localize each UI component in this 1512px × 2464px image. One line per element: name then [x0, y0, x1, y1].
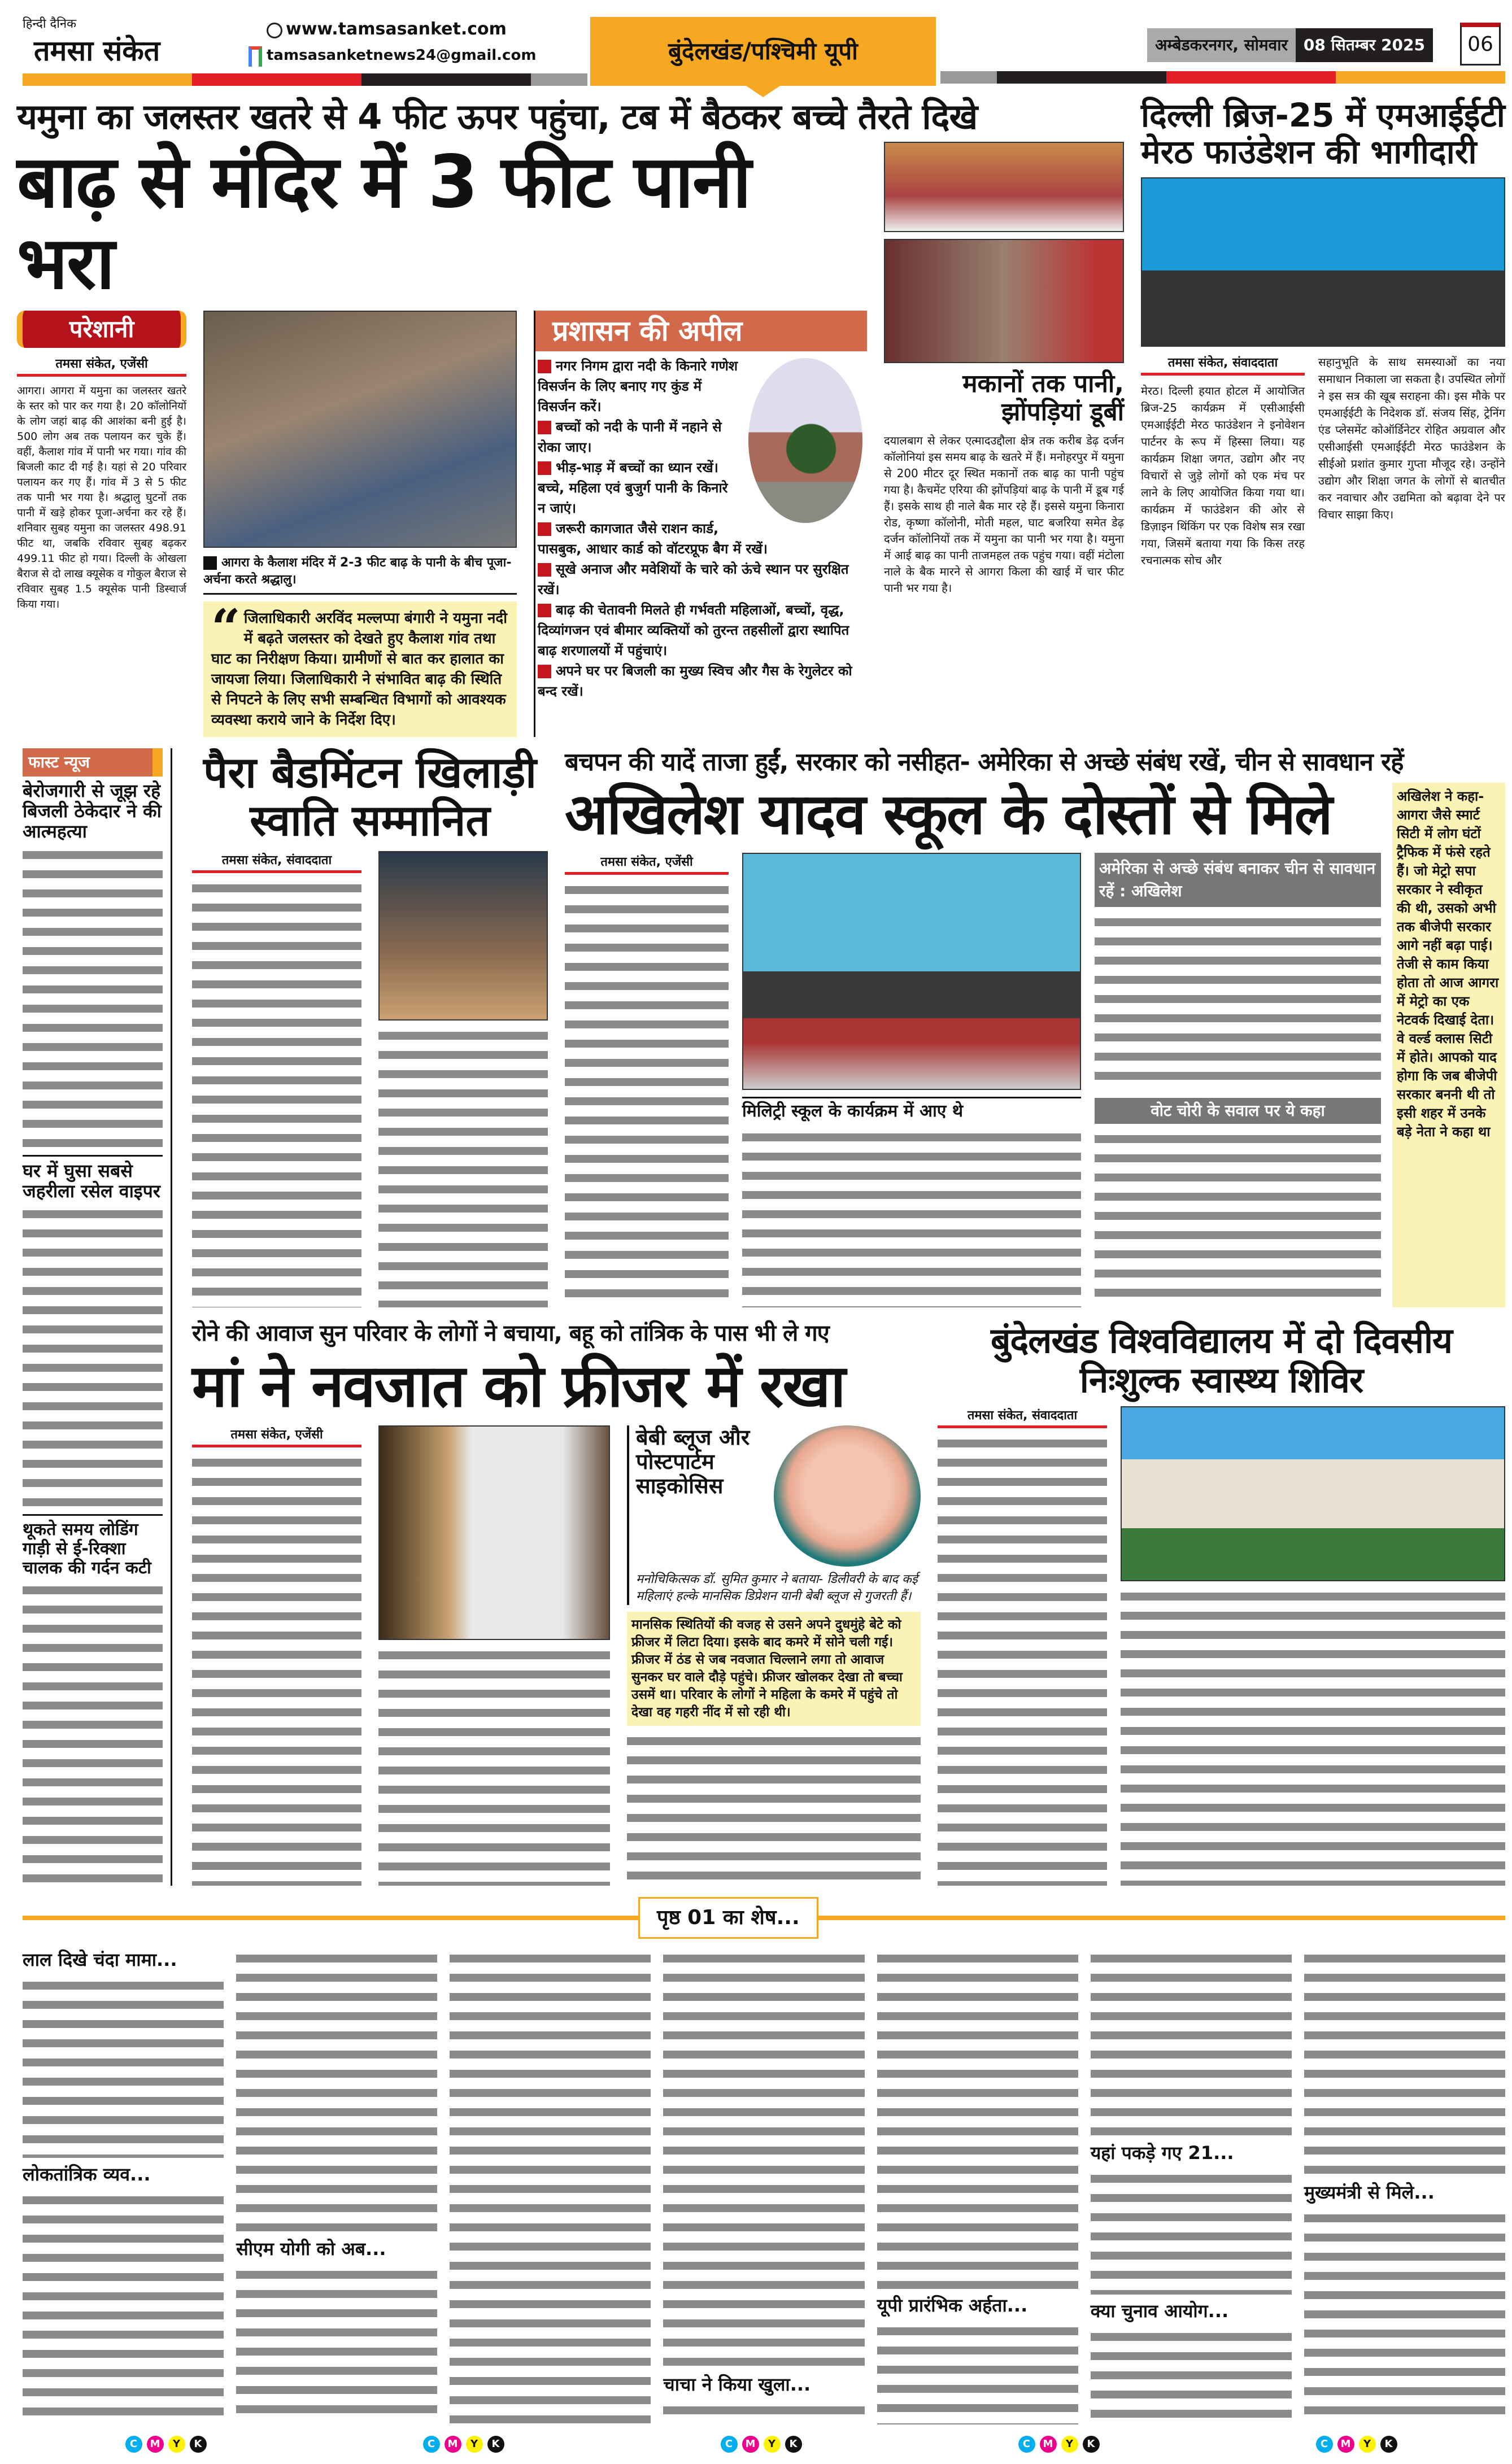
flood-body-row	[17, 142, 1124, 737]
flood-headline: बाढ़ से मंदिर में 3 फीट पानी भरा	[17, 140, 751, 306]
subhead: मुख्यमंत्री से मिले...	[1304, 2182, 1435, 2204]
vote-box: वोट चोरी के सवाल पर ये कहा	[1095, 1098, 1381, 1124]
article-body	[23, 847, 163, 1150]
byline: तमसा संकेत, एजेंसी	[17, 355, 186, 377]
column	[1304, 1950, 1505, 2424]
article-body	[192, 1454, 361, 1886]
quote-text: जिलाधिकारी अरविंद मल्लप्पा बंगारी ने यमुना नदी में बढ़ते जलस्तर को देखते हुए कैलाश गांव तथा घाट का निरीक्षण किया। ग्रामीणों से बात कर हालात का जायजा लिया। जिलाधिकारी ने संभावित बाढ़ की स्थिति से निपटने के लिए सभी सम्बन्धित विभागों को आवश्यक व्यवस्था कराये जाने के निर्देश दिए।	[211, 610, 507, 729]
article-body	[1121, 1588, 1505, 1886]
flood-main	[17, 142, 867, 737]
fast-news-headline: बेरोजगारी से जूझ रहे बिजली ठेकेदार ने की आत्महत्या	[23, 780, 162, 842]
article-body	[1091, 2170, 1292, 2295]
badminton-section	[192, 748, 548, 1307]
article-body	[663, 1950, 864, 2368]
flood-col-b	[203, 311, 517, 737]
freezer-kicker: रोने की आवाज सुन परिवार के लोगों ने बचाया, बहू को तांत्रिक के पास भी ले गए	[192, 1320, 829, 1347]
email-link[interactable]: tamsasanketnews24@gmail.com	[267, 47, 537, 64]
flooded-temple-photo	[203, 311, 517, 548]
taj-mahal-photo	[746, 356, 865, 525]
miet-section	[1141, 97, 1505, 737]
subhead: चाचा ने किया खुला...	[663, 2374, 811, 2396]
subhead: सीएम योगी को अब...	[236, 2238, 386, 2260]
article-body	[565, 882, 729, 1307]
flooded-street-photo	[884, 239, 1124, 363]
byline: तमसा संकेत, संवाददाता	[192, 851, 361, 873]
article-body	[378, 1647, 610, 1886]
badminton-col-1	[192, 851, 361, 1307]
flood-section	[17, 97, 1124, 737]
column	[236, 1950, 437, 2424]
miet-columns	[1141, 354, 1505, 569]
dm-quote-box	[203, 598, 517, 737]
article-body	[742, 1129, 1081, 1307]
article-body: मेरठ। दिल्ली हयात होटल में आयोजित ब्रिज-25 कार्यक्रम में एसीआईसी एमआईईटी मेरठ फाउंडेशन ने इनोवेशन पार्टनर के रूप में हिस्सा लिया। यह कार्यक्रम शिक्षा जगत, उद्योग और नए विचारों से जुड़े लोगों को एक मंच पर लाने के लिए आयोजित किया गया था। कार्यक्रम में फाउंडेशन की ओर से डिज़ाइन थिंकिंग पर एक विशेष सत्र रखा गया, जिसमें बताया गया कि किस तरह रचनात्मक सोच और	[1141, 383, 1305, 567]
row-two	[192, 748, 1505, 1307]
article-body	[877, 1950, 1078, 2289]
cmyk-mark: C M Y K	[1016, 2436, 1102, 2453]
fast-news-label: फास्ट न्यूज	[23, 748, 163, 777]
badge-pareshani	[17, 311, 186, 348]
column	[450, 1950, 651, 2424]
article-body	[378, 1027, 548, 1307]
byline: तमसा संकेत, एजेंसी	[192, 1425, 361, 1447]
freezer-section	[192, 1321, 921, 1886]
akhilesh-col-1	[565, 853, 729, 1307]
akhilesh-main	[565, 783, 1381, 1307]
appeal-item: भीड़-भाड़ में बच्चों का ध्यान रखें। बच्चे, महिला एवं बुजुर्ग पानी के किनारे न जाएं।	[538, 460, 728, 517]
article-body: आगरा। आगरा में यमुना का जलस्तर खतरे के स्तर को पार कर गया है। 20 कॉलोनियों के लोग जहां बाढ़ की आशंका बनी हुई है। 500 लोग अब तक पलायन कर चुके हैं। वहीं, कैलाश गांव में पानी भर गया। गांव की बिजली काट दी गई है। यहां से 20 परिवार पलायन कर गए हैं। गांव में 3 से 5 फीट तक पानी भर गया है। श्रद्धालु घुटनों तक पानी में खड़े होकर पूजा-अर्चना कर रहे हैं। शनिवार सुबह यमुना का जलस्तर 498.91 फीट था, जबकि रविवार सुबह बढ़कर 499.11 फीट हो गया। दिल्ली के ओखला बैराज से दो लाख क्यूसेक व गोकुल बैराज से रविवार सुबह 1.5 क्यूसेक पानी डिस्चार्ज किया गया।	[17, 385, 186, 611]
column	[23, 1950, 224, 2424]
middle-stories	[192, 748, 1505, 1886]
flood-col-a	[17, 311, 186, 737]
camp-section	[938, 1321, 1505, 1886]
article-body	[938, 1435, 1107, 1886]
section-title: बुंदेलखंड/पश्चिमी यूपी	[668, 37, 858, 65]
subhead: लाल दिखे चंदा मामा...	[23, 1949, 177, 1971]
place-day: अम्बेडकरनगर, सोमवार	[1147, 28, 1296, 62]
subhead: यूपी प्रारंभिक अर्हता...	[877, 2295, 1028, 2317]
top-row	[17, 97, 1505, 737]
subhead: लोकतांत्रिक व्यव...	[23, 2163, 151, 2185]
newspaper-logo: तमसा संकेत	[34, 34, 160, 67]
continued-banner: पृष्ठ 01 का शेष...	[638, 1897, 818, 1939]
article-body	[1304, 2210, 1505, 2424]
akhilesh-col-2	[742, 853, 1081, 1307]
subhead: क्या चुनाव आयोग...	[1090, 2300, 1229, 2322]
article-body	[236, 2266, 437, 2424]
website-link[interactable]: www.tamsasanket.com	[286, 19, 507, 39]
appeal-item: बच्चों को नदी के पानी में नहाने से रोका जाए।	[538, 419, 722, 456]
akhilesh-col-3	[1095, 853, 1381, 1307]
article-body	[23, 1582, 163, 1886]
article-body	[23, 1977, 224, 2158]
camp-col-1	[938, 1406, 1107, 1886]
article-body	[1095, 1131, 1381, 1307]
column	[877, 1950, 1078, 2424]
akhilesh-subhead: मिलिट्री स्कूल के कार्यक्रम में आए थे	[742, 1097, 1081, 1122]
issue-date: 08 सितम्बर 2025	[1296, 28, 1433, 62]
box-title: बेबी ब्लूज और पोस्टपार्टम साइकोसिस	[636, 1425, 750, 1498]
cmyk-mark: C M Y K	[421, 2436, 507, 2453]
baby-blues-box	[627, 1425, 921, 1605]
page-number: 06	[1460, 23, 1501, 66]
byline: तमसा संकेत, एजेंसी	[565, 853, 729, 875]
article-body	[236, 1950, 437, 2232]
badminton-headline: पैरा बैडमिंटन खिलाड़ी स्वाति सम्मानित	[203, 747, 537, 846]
article-body	[1091, 2328, 1292, 2424]
flood-side	[884, 142, 1124, 737]
article-body	[1095, 914, 1381, 1091]
badminton-columns	[192, 851, 548, 1307]
appeal-item: सूखे अनाज और मवेशियों के चारे को ऊंचे स्थान पर सुरक्षित रखें।	[538, 561, 849, 598]
appeal-list	[535, 351, 867, 706]
article-body	[627, 1733, 921, 1886]
akhilesh-body-row	[565, 783, 1505, 1307]
appeal-title: प्रशासन की अपील	[535, 311, 867, 351]
column	[663, 1950, 864, 2424]
masthead-tagline: हिन्दी दैनिक	[23, 17, 77, 31]
cmyk-mark: C M Y K	[1314, 2436, 1400, 2453]
temple-entrance-photo	[884, 142, 1124, 232]
article-body	[1091, 1950, 1292, 2136]
column	[1091, 1950, 1292, 2424]
article-body	[192, 880, 361, 1307]
article-body: सहानुभूति के साथ समस्याओं का नया समाधान निकाला जा सकता है। उपस्थित लोगों ने इस सत्र की खूब सराहना की। इस मौके पर एमआईईटी के निदेशक डॉ. संजय सिंह, ट्रेनिंग एंड प्लेसमेंट कोऑर्डिनेटर रोहित अग्रवाल और एसीआईसी एमआईईटी मेरठ फाउंडेशन के सीईओ प्रशांत कुमार गुप्ता मौजूद रहे। उन्होंने उद्योग और शिक्षा जगत के लोगों से बातचीत कर नवाचार और उद्यमिता को बढ़ावा देने पर विचार साझा किए।	[1318, 355, 1505, 521]
fast-news-headline: घर में घुसा सबसे जहरीला रसेल वाइपर	[23, 1155, 163, 1202]
akhilesh-kicker: बचपन की यादें ताजा हुईं, सरकार को नसीहत- अमेरिका से अच्छे संबंध रखें, चीन से सावधान रहें	[565, 748, 1404, 777]
appeal-item: अपने घर पर बिजली का मुख्य स्विच और गैस के रेगुलेटर को बन्द रखें।	[538, 663, 852, 700]
quote-mark-icon: “	[211, 598, 241, 658]
award-ceremony-photo	[378, 851, 548, 1021]
article-body	[23, 1206, 163, 1510]
middle-block	[17, 748, 1505, 1886]
box-body: मनोचिकित्सक डॉ. सुमित कुमार ने बताया- डिलीवरी के बाद कई महिलाएं हल्के मानसिक डिप्रेशन यानी बेबी ब्लूज से गुजरती हैं।	[636, 1572, 918, 1604]
fast-news-headline: थूकते समय लोडिंग गाड़ी से ई-रिक्शा चालक की गर्दन कटी	[23, 1514, 163, 1577]
article-body	[1304, 1950, 1505, 2176]
badge-label: परेशानी	[69, 315, 134, 343]
appeal-item: नगर निगम द्वारा नदी के किनारे गणेश विसर्जन के लिए बनाए गए कुंड में विसर्जन करें।	[538, 358, 738, 415]
akhilesh-sidebar: अखिलेश ने कहा- आगरा जैसे स्मार्ट सिटी में लोग घंटों ट्रैफिक में फंसे रहते हैं। जो मेट्रो सपा सरकार ने स्वीकृत की थी, उसको अभी तक बीजेपी सरकार आगे नहीं बढ़ा पाई। तेजी से काम किया होता तो आज आगरा में मेट्रो का एक नेटवर्क दिखाई देता। वे वर्ल्ड क्लास सिटी में होते। आपको याद होगा कि जब बीजेपी सरकार बननी थी तो इसी शहर में उनके बड़े नेता ने कहा था	[1392, 783, 1505, 1307]
hospital-photo	[1121, 1406, 1505, 1581]
akhilesh-section	[565, 748, 1505, 1307]
freezer-col-2	[378, 1425, 610, 1886]
cmyk-mark: C M Y K	[718, 2436, 804, 2453]
byline: तमसा संकेत, संवाददाता	[938, 1406, 1107, 1428]
freezer-photo	[378, 1425, 610, 1640]
article-body	[23, 2192, 224, 2424]
caption-text: आगरा के कैलाश मंदिर में 2-3 फीट बाढ़ के पानी के बीच पूजा-अर्चना करते श्रद्धालु।	[203, 556, 512, 587]
photo-caption	[203, 555, 517, 595]
fast-news-column	[23, 748, 172, 1886]
cmyk-marks	[17, 2436, 1505, 2453]
camp-columns	[938, 1406, 1505, 1886]
miet-event-photo	[1141, 177, 1505, 347]
appeal-box	[534, 311, 867, 737]
row-three	[192, 1321, 1505, 1886]
akhilesh-photo	[742, 853, 1081, 1090]
continued-header	[23, 1897, 1505, 1939]
freezer-columns	[192, 1425, 921, 1886]
side-headline: मकानों तक पानी, झोंपड़ियां डूबीं	[962, 369, 1124, 426]
subhead: यहां पकड़े गए 21...	[1090, 2142, 1234, 2164]
article-body	[877, 2323, 1078, 2424]
freezer-headline: मां ने नवजात को फ्रीजर में रखा	[192, 1351, 845, 1420]
grey-quote-box: अमेरिका से अच्छे संबंध बनाकर चीन से सावधान रहें : अखिलेश	[1095, 853, 1381, 907]
freezer-col-1	[192, 1425, 361, 1886]
article-body	[663, 2402, 864, 2424]
miet-headline: दिल्ली ब्रिज-25 में एमआईईटी मेरठ फाउंडेशन की भागीदारी	[1141, 96, 1505, 171]
article-body	[450, 1950, 651, 2424]
continued-columns	[23, 1950, 1505, 2424]
byline: तमसा संकेत, संवाददाता	[1141, 354, 1305, 376]
appeal-item: जरूरी कागजात जैसे राशन कार्ड, पासबुक, आधार कार्ड को वॉटरप्रूफ बैग में रखें।	[538, 521, 768, 557]
akhilesh-headline: अखिलेश यादव स्कूल के दोस्तों से मिले	[565, 781, 1332, 848]
side-body: दयालबाग से लेकर एत्मादउद्दौला क्षेत्र तक करीब डेढ़ दर्जन कॉलोनियां इस समय बाढ़ के खतरे में हैं। मनोहरपुर में यमुना से 200 मीटर दूर स्थित मकानों तक बाढ़ का पानी पहुंच गया है। कैचमेंट एरिया की झोंपड़ियां बाढ़ के पानी में डूब गई हैं। इसके साथ ही नाले बैक मार रहे हैं। इससे यमुना किनारा रोड, कृष्णा कॉलोनी, मोती महल, घाट बजरिया समेत डेढ़ दर्जन कॉलोनियों तक में यमुना का पानी भर गया है। यमुना में आई बाढ़ का पानी ताजमहल तक पहुंच गया। वहीं मंटोला नाले के बैक मारने से आगरा किला की खाई में चार फीट पानी भर गया है।	[884, 433, 1124, 595]
flood-kicker: यमुना का जलस्तर खतरे से 4 फीट ऊपर पहुंचा, टब में बैठकर बच्चे तैरते दिखे	[17, 96, 978, 137]
miet-col-1	[1141, 354, 1305, 569]
freezer-col-3	[627, 1425, 921, 1886]
newborn-photo	[774, 1425, 921, 1567]
camp-col-2	[1121, 1406, 1505, 1886]
flood-columns	[17, 311, 867, 737]
cmyk-mark: C M Y K	[123, 2436, 209, 2453]
freezer-quote-box: मानसिक स्थितियों की वजह से उसने अपने दुधमुंहे बेटे को फ्रीजर में लिटा दिया। इसके बाद कमरे में सोने चली गई। फ्रीजर में ठंड से जब नवजात चिल्लाने लगा तो आवाज सुनकर घर वाले दौड़े पहुंचे। फ्रीजर खोलकर देखा तो बच्चा उसमें था। परिवार के लोगों ने महिला के कमरे में पहुंचे तो देखा वह गहरी नींद में सो रही थी।	[627, 1612, 921, 1726]
akhilesh-columns	[565, 853, 1381, 1307]
camp-headline: बुंदेलखंड विश्वविद्यालय में दो दिवसीय निःशुल्क स्वास्थ्य शिविर	[990, 1320, 1453, 1401]
badminton-col-2	[378, 851, 548, 1307]
appeal-item: बाढ़ की चेतावनी मिलते ही गर्भवती महिलाओं, बच्चों, वृद्ध, दिव्यांगजन एवं बीमार व्यक्तियों को तुरन्त तहसीलों द्वारा स्थापित बाढ़ शरणालयों में पहुंचाएं।	[538, 602, 849, 659]
